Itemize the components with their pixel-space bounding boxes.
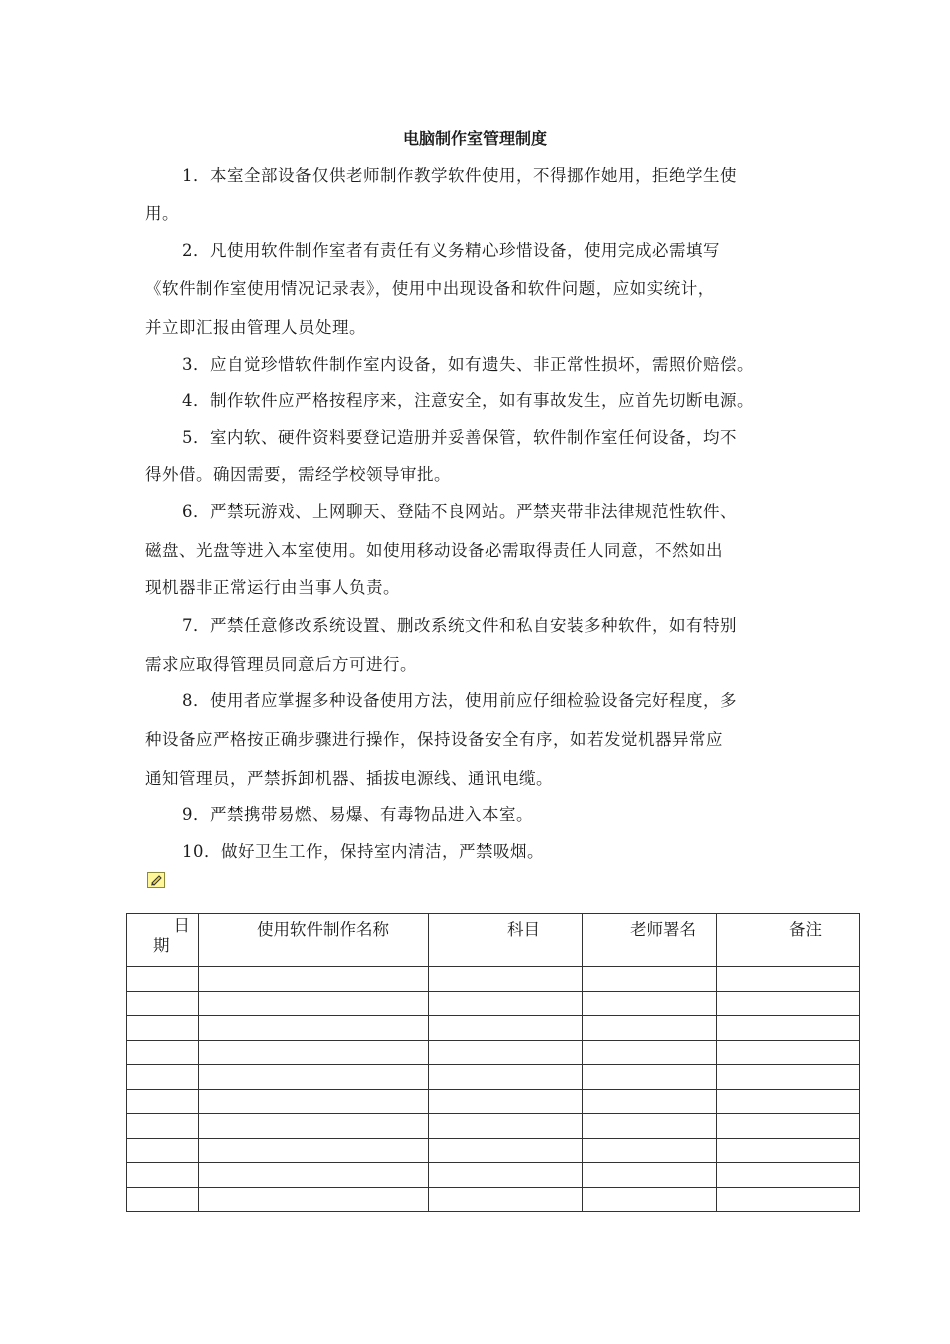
table-cell[interactable] [583, 1016, 717, 1041]
header-date [127, 914, 199, 967]
table-cell[interactable] [583, 991, 717, 1016]
table-cell[interactable] [127, 1040, 199, 1065]
rule-line: 通知管理员，严禁拆卸机器、插拔电源线、通讯电缆。 [145, 769, 553, 788]
rule-line: 5．室内软、硬件资料要登记造册并妥善保管，软件制作室任何设备，均不 [182, 428, 737, 447]
rule-line: 并立即汇报由管理人员处理。 [145, 318, 366, 337]
table-cell[interactable] [717, 1016, 860, 1041]
table-row [127, 967, 860, 992]
rule-line: 1．本室全部设备仅供老师制作教学软件使用，不得挪作她用，拒绝学生使 [182, 166, 737, 185]
table-cell[interactable] [717, 1114, 860, 1139]
document-title: 电脑制作室管理制度 [402, 129, 547, 148]
table-cell[interactable] [717, 1187, 860, 1212]
table-cell[interactable] [199, 1016, 429, 1041]
table-cell[interactable] [199, 1163, 429, 1188]
table-cell[interactable] [429, 991, 583, 1016]
rule-line: 需求应取得管理员同意后方可进行。 [145, 655, 417, 674]
table-cell[interactable] [199, 1089, 429, 1114]
table-cell[interactable] [429, 1016, 583, 1041]
table-cell[interactable] [127, 967, 199, 992]
rule-line: 7．严禁任意修改系统设置、删改系统文件和私自安装多种软件，如有特别 [182, 616, 737, 635]
table-row [127, 1089, 860, 1114]
table-row [127, 1040, 860, 1065]
table-cell[interactable] [583, 1163, 717, 1188]
table-cell[interactable] [717, 1065, 860, 1090]
table-cell[interactable] [583, 1187, 717, 1212]
table-cell[interactable] [429, 1187, 583, 1212]
table-cell[interactable] [583, 967, 717, 992]
table-cell[interactable] [583, 1065, 717, 1090]
rule-line: 用。 [145, 204, 179, 223]
table-cell[interactable] [429, 1138, 583, 1163]
table-cell[interactable] [717, 1089, 860, 1114]
table-cell[interactable] [199, 967, 429, 992]
table-cell[interactable] [199, 1138, 429, 1163]
note-glyph [150, 874, 162, 886]
table-cell[interactable] [127, 1016, 199, 1041]
table-cell[interactable] [717, 1163, 860, 1188]
table-cell[interactable] [199, 1114, 429, 1139]
table-cell[interactable] [583, 1040, 717, 1065]
table-cell[interactable] [127, 991, 199, 1016]
table-cell[interactable] [199, 1040, 429, 1065]
header-teacher-signature: 老师署名 [583, 914, 717, 967]
rule-line: 4．制作软件应严格按程序来，注意安全，如有事故发生，应首先切断电源。 [182, 391, 754, 410]
header-remark: 备注 [717, 914, 860, 967]
table-body [127, 967, 860, 1212]
table-cell[interactable] [429, 1040, 583, 1065]
header-software-name: 使用软件制作名称 [199, 914, 429, 967]
table-row [127, 1114, 860, 1139]
header-date-line1: 日 [173, 916, 190, 935]
table-header-row [127, 914, 860, 967]
header-subject: 科目 [429, 914, 583, 967]
table-cell[interactable] [429, 1089, 583, 1114]
rule-line: 得外借。确因需要，需经学校领导审批。 [145, 465, 451, 484]
table-row [127, 1016, 860, 1041]
table-cell[interactable] [429, 967, 583, 992]
rule-line: 现机器非正常运行由当事人负责。 [145, 578, 400, 597]
table-cell[interactable] [199, 1187, 429, 1212]
table-cell[interactable] [127, 1163, 199, 1188]
table-cell[interactable] [583, 1114, 717, 1139]
table-cell[interactable] [717, 991, 860, 1016]
rule-line: 6．严禁玩游戏、上网聊天、登陆不良网站。严禁夹带非法律规范性软件、 [182, 502, 737, 521]
table-cell[interactable] [127, 1065, 199, 1090]
table-cell[interactable] [127, 1138, 199, 1163]
rule-line: 8．使用者应掌握多种设备使用方法，使用前应仔细检验设备完好程度，多 [182, 691, 737, 710]
rule-line: 磁盘、光盘等进入本室使用。如使用移动设备必需取得责任人同意，不然如出 [145, 541, 723, 560]
rule-line: 10．做好卫生工作，保持室内清洁，严禁吸烟。 [182, 842, 544, 861]
rule-line: 《软件制作室使用情况记录表》，使用中出现设备和软件问题，应如实统计， [145, 279, 715, 298]
table-cell[interactable] [583, 1089, 717, 1114]
table-cell[interactable] [127, 1089, 199, 1114]
table-cell[interactable] [127, 1187, 199, 1212]
table-cell[interactable] [429, 1065, 583, 1090]
rule-line: 9．严禁携带易燃、易爆、有毒物品进入本室。 [182, 805, 533, 824]
table-cell[interactable] [199, 991, 429, 1016]
rule-line: 3．应自觉珍惜软件制作室内设备，如有遗失、非正常性损坏，需照价赔偿。 [182, 355, 754, 374]
table-cell[interactable] [429, 1114, 583, 1139]
note-icon[interactable] [147, 872, 165, 888]
table-cell[interactable] [429, 1163, 583, 1188]
table-cell[interactable] [127, 1114, 199, 1139]
table-cell[interactable] [583, 1138, 717, 1163]
table-row [127, 1138, 860, 1163]
usage-record-table [126, 913, 860, 1212]
rule-line: 种设备应严格按正确步骤进行操作，保持设备安全有序，如若发觉机器异常应 [145, 730, 723, 749]
table-cell[interactable] [717, 1040, 860, 1065]
header-date-line2: 期 [153, 936, 170, 955]
table-row [127, 1187, 860, 1212]
table-cell[interactable] [717, 967, 860, 992]
rule-line: 2．凡使用软件制作室者有责任有义务精心珍惜设备，使用完成必需填写 [182, 241, 720, 260]
table-row [127, 1163, 860, 1188]
table-row [127, 991, 860, 1016]
table-cell[interactable] [199, 1065, 429, 1090]
table-row [127, 1065, 860, 1090]
table-cell[interactable] [717, 1138, 860, 1163]
